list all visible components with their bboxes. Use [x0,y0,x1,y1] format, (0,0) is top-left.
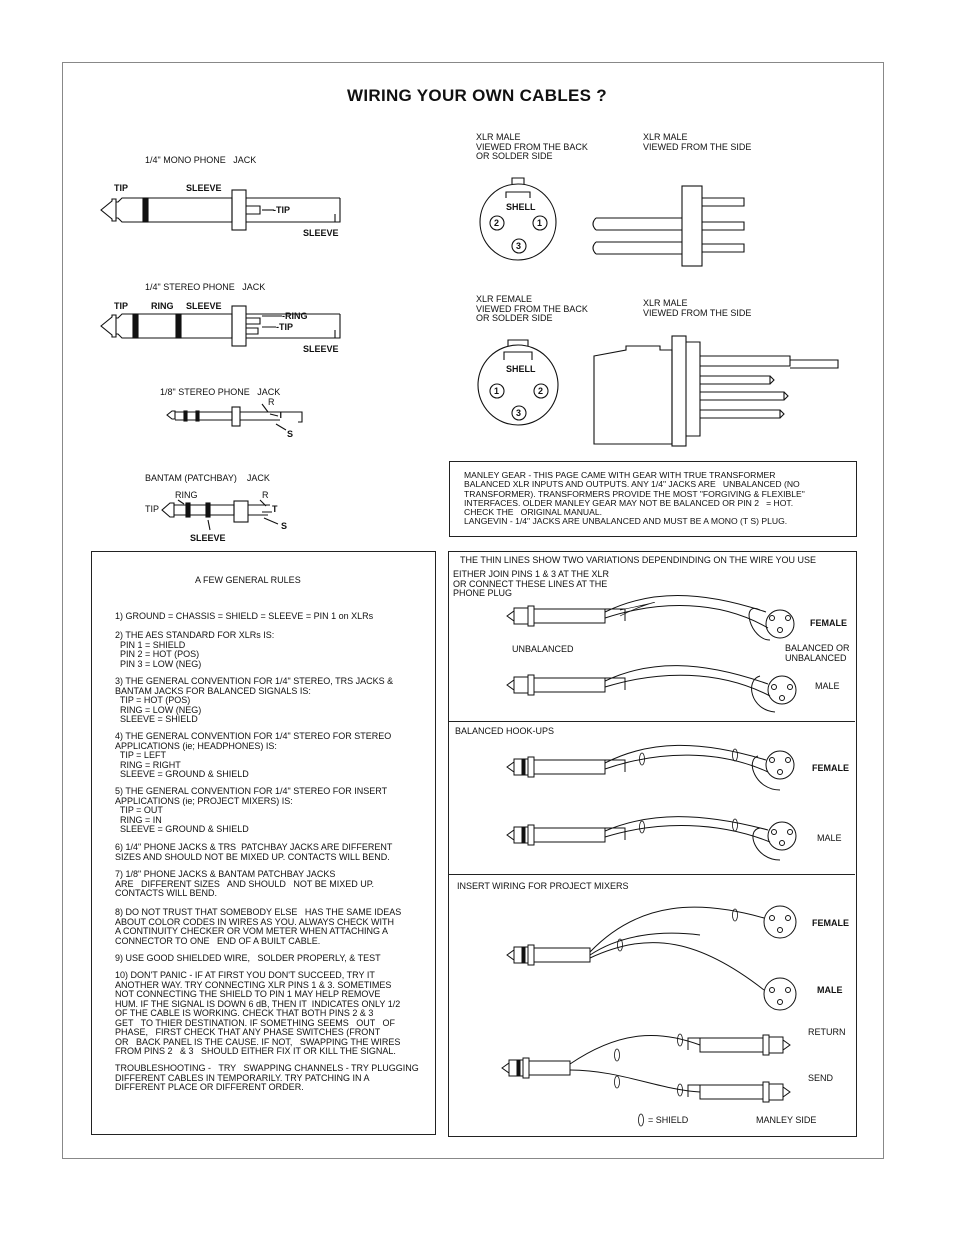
unbalanced-label: UNBALANCED [512,644,574,654]
mono-tip-lead-label: -TIP [273,205,290,215]
stereo-ring-label: RING [151,301,174,311]
xlr-female-pin-3: 3 [516,408,522,418]
xlr-male-pin-1: 1 [537,218,543,228]
stereo-jack-heading: 1/4" STEREO PHONE JACK [145,282,266,292]
rule-3: 3) THE GENERAL CONVENTION FOR 1/4" STEREO, TRS JACKS & BANTAM JACKS FOR BALANCED SIGNALS IS: TIP = HOT (POS) RING = LOW (NEG) SLEEVE = SHIELD [115,676,394,724]
bantam-s-label: S [281,521,288,531]
rule-9: 9) USE GOOD SHIELDED WIRE, SOLDER PROPERLY, & TEST [115,953,381,963]
manley-side-label: MANLEY SIDE [756,1115,817,1125]
hookup-divider-2 [449,874,855,875]
mono-sleeve-label: SLEEVE [186,183,222,193]
stereo-sleeve-label: SLEEVE [186,301,222,311]
bantam-jack-heading: BANTAM (PATCHBAY) JACK [145,473,270,483]
rule-7: 7) 1/8" PHONE JACKS & BANTAM PATCHBAY JACKS ARE DIFFERENT SIZES AND SHOULD NOT BE MIXED UP. CONTACTS WILL BEND. [115,869,375,898]
rule-2: 2) THE AES STANDARD FOR XLRs IS: PIN 1 = SHIELD PIN 2 = HOT (POS) PIN 3 = LOW (NEG) [115,630,275,669]
eighth-s-label: S [287,429,294,439]
bal-or-unbal-label: BALANCED OR UNBALANCED [785,643,850,663]
xlr-male-pin-2: 2 [494,218,500,228]
insert-male-label: MALE [817,985,843,995]
rule-4: 4) THE GENERAL CONVENTION FOR 1/4" STEREO FOR STEREO APPLICATIONS (ie; HEADPHONES) IS: TIP = LEFT RING = RIGHT SLEEVE = GROUND & SHIELD [115,731,392,779]
rule-8: 8) DO NOT TRUST THAT SOMEBODY ELSE HAS THE SAME IDEAS ABOUT COLOR CODES IN WIRES AS YOU. ALWAYS CHECK WITH A CONTINUITY CHECKER OR VOM METER WHEN ATTACHING A CONNECTOR TO ONE END OF A BUILT CABLE. [115,907,402,946]
stereo-sleeve-lead-label: SLEEVE [303,344,339,354]
bantam-t-label: T [272,504,278,514]
bal-male-label: MALE [817,833,842,843]
hookup-box [448,551,857,1137]
hookup-divider-1 [449,721,855,722]
xlr-male-back-heading: XLR MALE VIEWED FROM THE BACK OR SOLDER SIDE [476,132,588,161]
eighth-t-label: T [278,410,284,420]
mono-tip-label: TIP [114,183,129,193]
rule-5: 5) THE GENERAL CONVENTION FOR 1/4" STEREO FOR INSERT APPLICATIONS (ie; PROJECT MIXERS) IS: TIP = OUT RING = IN SLEEVE = GROUND & SHIELD [115,786,388,834]
stereo-ring-lead-label: -RING [282,311,308,321]
unbal-female-label: FEMALE [810,618,847,628]
xlr-male-shell-label: SHELL [506,202,536,212]
xlr-female-back-heading: XLR FEMALE VIEWED FROM THE BACK OR SOLDER SIDE [476,294,588,323]
balanced-heading: BALANCED HOOK-UPS [455,726,555,736]
bantam-r-label: R [262,490,269,500]
rules-heading: A FEW GENERAL RULES [195,575,301,585]
eighth-jack-heading: 1/8" STEREO PHONE JACK [160,387,281,397]
shield-legend-label: = SHIELD [648,1115,689,1125]
send-label: SEND [808,1073,834,1083]
stereo-tip-label: TIP [114,301,129,311]
mono-jack-heading: 1/4" MONO PHONE JACK [145,155,257,165]
manley-note-text: MANLEY GEAR - THIS PAGE CAME WITH GEAR WITH TRUE TRANSFORMER BALANCED XLR INPUTS AND OUTPUTS. ANY 1/4" JACKS ARE UNBALANCED (NO TRANSFORMER). TRANSFORMERS PROVIDE THE MOST "FORGIVING & FLEXIBLE" INTERFACES. OLDER MANLEY GEAR MAY NOT BE BALANCED OR PIN 2 = HOT. CHECK THE ORIGINAL MANUAL. LANGEVIN - 1/4" JACKS ARE UNBALANCED AND MUST BE A MONO (T S) PLUG. [464,470,805,527]
eighth-r-label: R [268,397,275,407]
unbalanced-note: EITHER JOIN PINS 1 & 3 AT THE XLR OR CONNECT THESE LINES AT THE PHONE PLUG [453,569,610,598]
mono-sleeve-lead-label: SLEEVE [303,228,339,238]
rule-6: 6) 1/4" PHONE JACKS & TRS PATCHBAY JACKS ARE DIFFERENT SIZES AND SHOULD NOT BE MIXED UP. CONTACTS WILL BEND. [115,842,393,862]
bal-female-label: FEMALE [812,763,849,773]
troubleshooting: TROUBLESHOOTING - TRY SWAPPING CHANNELS - TRY PLUGGING DIFFERENT CABLES IN TEMPORARILY. TRY PATCHING IN A DIFFERENT PLACE OR DIFFERENT ORDER. [115,1063,419,1092]
rule-1: 1) GROUND = CHASSIS = SHIELD = SLEEVE = PIN 1 on XLRs [115,611,374,621]
return-label: RETURN [808,1027,846,1037]
hookup-heading: THE THIN LINES SHOW TWO VARIATIONS DEPENDINDING ON THE WIRE YOU USE [460,555,817,565]
unbal-male-label: MALE [815,681,840,691]
xlr-female-side-heading: XLR MALE VIEWED FROM THE SIDE [643,298,752,318]
bantam-tip-label: TIP [145,504,160,514]
page-title: WIRING YOUR OWN CABLES ? [347,86,607,105]
xlr-male-side-heading: XLR MALE VIEWED FROM THE SIDE [643,132,752,152]
rule-10: 10) DON'T PANIC - IF AT FIRST YOU DON'T SUCCEED, TRY IT ANOTHER WAY. TRY CONNECTING XLR PINS 1 & 3. SOMETIMES NOT CONNECTING THE SHIELD TO PIN 1 MAY HELP REMOVE HUM. IF THE SIGNAL IS DOWN 6 dB, THEN IT INDICATES ONLY 1/2 OF THE CABLE IS WORKING. CHECK THAT BOTH PINS 2 & 3 GET TO THIER DESTINATION. IF SOMETHING SEEMS OUT OF PHASE, FIRST CHECK THAT ANY PHASE SWITCHES (FRONT OR BACK PANEL IS THE CAUSE. IF NOT, SWAPPING THE WIRES FROM PINS 2 & 3 SHOULD EITHER FIX IT OR KILL THE SIGNAL. [115,970,401,1056]
xlr-male-pin-3: 3 [516,241,522,251]
xlr-female-pin-2: 2 [538,386,544,396]
xlr-female-shell-label: SHELL [506,364,536,374]
bantam-ring-label: RING [175,490,198,500]
insert-female-label: FEMALE [812,918,849,928]
stereo-tip-lead-label: -TIP [276,322,293,332]
xlr-female-pin-1: 1 [494,386,500,396]
bantam-sleeve-label: SLEEVE [190,533,226,543]
insert-heading: INSERT WIRING FOR PROJECT MIXERS [457,881,629,891]
